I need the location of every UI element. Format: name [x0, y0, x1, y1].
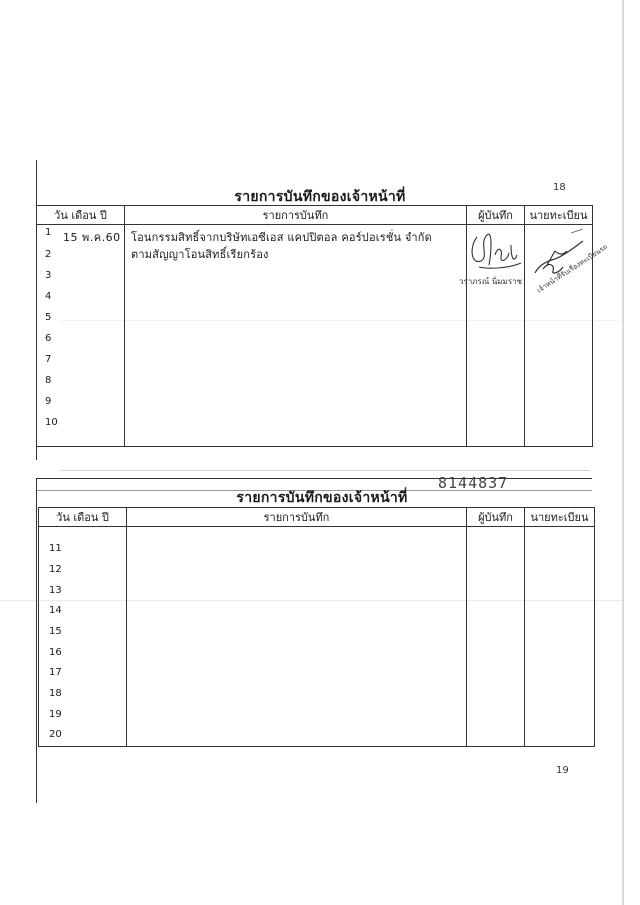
- row-number: 2: [45, 249, 52, 260]
- row-number: 9: [45, 396, 52, 407]
- header-date: วัน เดือน ปี: [37, 206, 125, 225]
- header-entry: รายการบันทึก: [125, 206, 467, 225]
- row-number: 14: [49, 605, 62, 616]
- recorder-name: วราภรณ์ นิ่มมราช: [459, 277, 523, 286]
- page-number-19: 19: [556, 765, 569, 776]
- header-registrar: นายทะเบียน: [525, 508, 595, 527]
- header-entry: รายการบันทึก: [127, 508, 467, 527]
- scan-noise: [60, 320, 620, 321]
- registrar-column: [525, 527, 595, 747]
- section-title-19: รายการบันทึกของเจ้าหน้าที่: [236, 490, 408, 506]
- row-number: 6: [45, 333, 52, 344]
- entry-column: [127, 527, 467, 747]
- row-number: 11: [49, 543, 62, 554]
- entry-date: 15 พ.ค.60: [63, 231, 121, 244]
- row-number: 1: [45, 227, 52, 238]
- registrar-column: [525, 225, 610, 447]
- entry-line: ตามสัญญาโอนสิทธิ์เรียกร้อง: [131, 248, 269, 261]
- row-number: 17: [49, 667, 62, 678]
- row-number: 16: [49, 647, 62, 658]
- recorder-column: [459, 225, 525, 447]
- row-number: 19: [49, 709, 62, 720]
- ledger-table-18: [36, 205, 610, 447]
- row-number: 20: [49, 729, 62, 740]
- date-column: [39, 527, 127, 747]
- header-registrar: นายทะเบียน: [525, 206, 593, 225]
- section-title-18: รายการบันทึกของเจ้าหน้าที่: [234, 189, 406, 205]
- page-number-18: 18: [553, 182, 566, 193]
- scan-noise: [0, 600, 622, 601]
- scan-edge: [622, 0, 624, 905]
- row-number: 15: [49, 626, 62, 637]
- recorder-column: [467, 527, 525, 747]
- row-number: 18: [49, 688, 62, 699]
- ledger-table-19: [38, 507, 595, 747]
- scan-noise: [60, 470, 590, 471]
- row-number: 12: [49, 564, 62, 575]
- header-recorder: ผู้บันทึก: [467, 206, 525, 225]
- entry-column: [125, 225, 467, 447]
- registrar-stamp: เจ้าหน้าที่รับเรื่องทะเบียนรถ: [535, 242, 610, 295]
- row-number: 13: [49, 585, 62, 596]
- row-number: 5: [45, 312, 52, 323]
- header-recorder: ผู้บันทึก: [467, 508, 525, 527]
- entry-line: โอนกรรมสิทธิ์จากบริษัทเอซีเอส แคปปิตอล คอร์ปอเรชั่น จำกัด: [131, 231, 432, 244]
- left-margin-line: [36, 478, 37, 803]
- date-column: [37, 225, 125, 447]
- row-number: 7: [45, 354, 52, 365]
- serial-number: 8144837: [438, 474, 509, 492]
- row-number: 8: [45, 375, 52, 386]
- row-number: 10: [45, 417, 58, 428]
- section-divider: [36, 478, 592, 479]
- row-number: 3: [45, 270, 52, 281]
- row-number: 4: [45, 291, 52, 302]
- header-date: วัน เดือน ปี: [39, 508, 127, 527]
